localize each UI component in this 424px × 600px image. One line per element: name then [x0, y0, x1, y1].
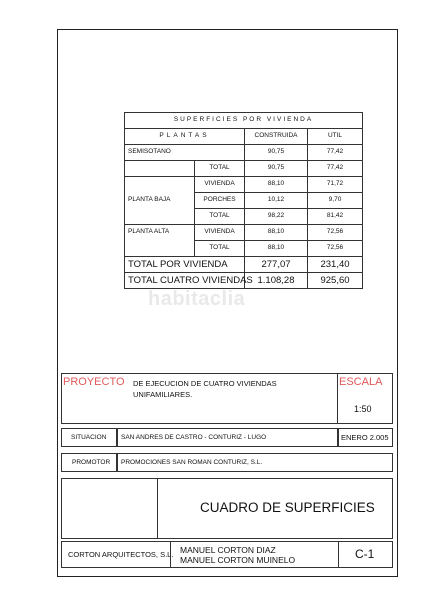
superficies-table: [124, 112, 363, 289]
col-header-util: UTIL: [308, 129, 363, 145]
promotor-label: PROMOTOR: [72, 459, 111, 466]
row-label: PLANTA BAJA: [125, 177, 195, 225]
table-row-total-vivienda: [125, 257, 363, 273]
situacion-label: SITUACION: [71, 434, 107, 441]
cell-util: 231,40: [308, 257, 363, 273]
row-sublabel: TOTAL: [195, 241, 245, 257]
promotor-value: PROMOCIONES SAN ROMAN CONTURIZ, S.L.: [121, 459, 263, 466]
cell-util: 72,56: [308, 225, 363, 241]
col-header-plantas: PLANTAS: [125, 129, 245, 145]
cell-util: 925,60: [308, 273, 363, 289]
table-row: [125, 145, 363, 161]
row-sublabel: VIVIENDA: [195, 225, 245, 241]
proyecto-text: DE EJECUCION DE CUATRO VIVIENDAS UNIFAMILIARES.: [133, 379, 277, 399]
cell-construida: 10,12: [245, 193, 308, 209]
row-sublabel: TOTAL: [195, 161, 245, 177]
row-label: TOTAL POR VIVIENDA: [125, 257, 245, 273]
row-label: PLANTA ALTA: [125, 225, 195, 257]
cell-util: 9,70: [308, 193, 363, 209]
plano-titulo: CUADRO DE SUPERFICIES: [200, 500, 375, 515]
row-label: SEMISOTANO: [125, 145, 245, 161]
divider: [337, 374, 338, 423]
row-sublabel: TOTAL: [195, 209, 245, 225]
row-sublabel: VIVIENDA: [195, 177, 245, 193]
col-header-construida: CONSTRUIDA: [245, 129, 308, 145]
cell-util: 72,56: [308, 241, 363, 257]
cell-util: 71,72: [308, 177, 363, 193]
cell-construida: 88,10: [245, 225, 308, 241]
cell-construida: 88,10: [245, 177, 308, 193]
estudio-name: CORTON ARQUITECTOS, S.L.: [68, 550, 174, 559]
table-row: [125, 225, 363, 241]
cell-util: 77,42: [308, 161, 363, 177]
row-sublabel: PORCHES: [195, 193, 245, 209]
table-row-total-cuatro: [125, 273, 363, 289]
table-title: SUPERFICIES POR VIVIENDA: [125, 113, 363, 129]
cell-construida: 277,07: [245, 257, 308, 273]
cell-construida: 90,75: [245, 145, 308, 161]
divider: [338, 542, 339, 567]
cell-util: 81,42: [308, 209, 363, 225]
cell-construida: 98,22: [245, 209, 308, 225]
table-row: [125, 161, 363, 177]
cell-construida: 1.108,28: [245, 273, 308, 289]
situacion-value: SAN ANDRES DE CASTRO - CONTURIZ - LUGO: [121, 434, 267, 441]
cell-construida: 90,75: [245, 161, 308, 177]
plano-numero: C-1: [355, 547, 375, 561]
escala-value: 1:50: [354, 404, 372, 414]
cell-construida: 88,10: [245, 241, 308, 257]
cell-util: 77,42: [308, 145, 363, 161]
table-row: [125, 177, 363, 193]
row-label-empty: [125, 161, 195, 177]
escala-label: ESCALA: [339, 376, 383, 388]
watermark-logo: habitaclia: [148, 288, 246, 310]
arquitecto-1: MANUEL CORTON DIAZ: [180, 545, 276, 555]
arquitecto-2: MANUEL CORTON MUINELO: [180, 555, 296, 565]
row-label: TOTAL CUATRO VIVIENDAS: [125, 273, 245, 289]
proyecto-label: PROYECTO: [63, 376, 125, 388]
divider: [157, 479, 158, 538]
fecha: ENERO 2.005: [341, 433, 389, 442]
